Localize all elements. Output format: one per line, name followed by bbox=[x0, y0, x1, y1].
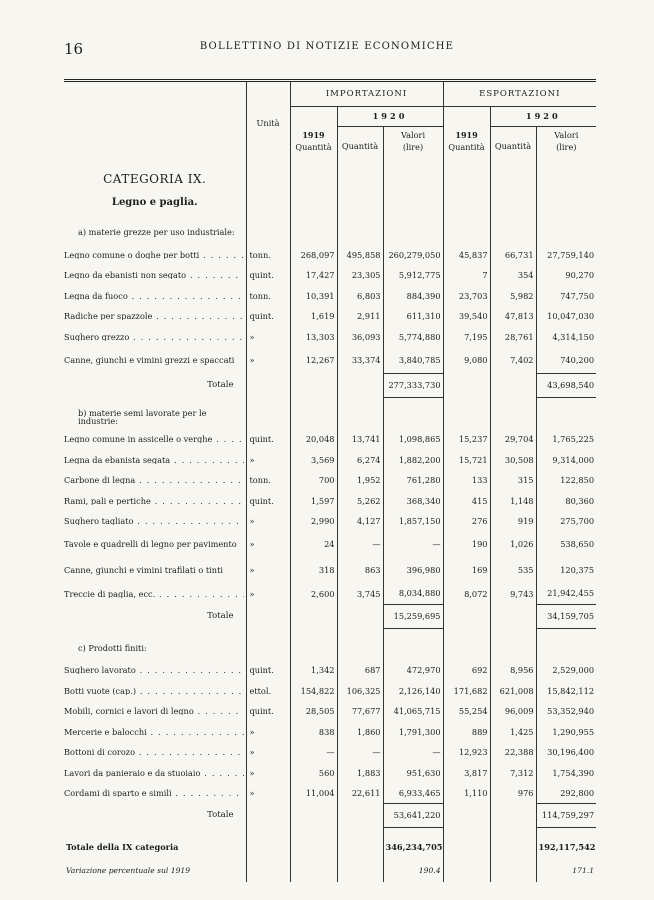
cell-v1920: 1,098,865 bbox=[383, 429, 443, 450]
cell-v1920: 5,912,775 bbox=[383, 265, 443, 286]
cell-q1919: 11,004 bbox=[290, 783, 337, 804]
cell-v1920: 611,310 bbox=[383, 306, 443, 327]
esp-year-1920: 1920 bbox=[490, 107, 596, 127]
cell-eq1919: 39,540 bbox=[443, 306, 490, 327]
cell-unit: » bbox=[246, 722, 290, 743]
cell-unit: quint. bbox=[246, 701, 290, 722]
cell-eq1919: 45,837 bbox=[443, 245, 490, 266]
cell-eq1920: 621,008 bbox=[490, 681, 536, 702]
esp-q1920-header: Quantità bbox=[490, 127, 536, 165]
cell-eq1919: 415 bbox=[443, 491, 490, 512]
cell-q1919: 318 bbox=[290, 558, 337, 584]
cell-q1920: 1,952 bbox=[337, 470, 383, 491]
row-description-text: Legno comune o doghe per botti . . . bbox=[64, 251, 244, 259]
imp-q1919-header: Quantità bbox=[290, 143, 337, 165]
table-row bbox=[64, 701, 596, 722]
cell-eq1920: 7,312 bbox=[490, 763, 536, 784]
cell-v1920: 260,279,050 bbox=[383, 245, 443, 266]
cell-eq1920: 1,425 bbox=[490, 722, 536, 743]
cell-q1920: 1,883 bbox=[337, 763, 383, 784]
table-row bbox=[64, 558, 596, 584]
cell-q1920: 2,911 bbox=[337, 306, 383, 327]
col-esportazioni: ESPORTAZIONI bbox=[443, 81, 596, 107]
table-body bbox=[64, 165, 596, 882]
table-row bbox=[64, 783, 596, 804]
col-importazioni: IMPORTAZIONI bbox=[290, 81, 443, 107]
totale-label: Totale bbox=[207, 379, 234, 390]
cell-unit: quint. bbox=[246, 660, 290, 681]
cell-ev1920: 122,850 bbox=[536, 470, 596, 491]
cell-eq1919: 169 bbox=[443, 558, 490, 584]
cell-ev1920: 1,765,225 bbox=[536, 429, 596, 450]
cell-ev1920: 9,314,000 bbox=[536, 450, 596, 471]
cell-eq1919: 8,072 bbox=[443, 584, 490, 605]
row-description-text: Treccie di paglia, ecc. . . . bbox=[64, 590, 244, 598]
cell-eq1920: 315 bbox=[490, 470, 536, 491]
row-description: Canne, giunchi e vimini grezzi e spaccati bbox=[64, 354, 235, 365]
cell-unit: » bbox=[246, 511, 290, 532]
cell-unit: quint. bbox=[246, 491, 290, 512]
cell-ev1920: 747,750 bbox=[536, 286, 596, 307]
cell-v1920: 1,857,150 bbox=[383, 511, 443, 532]
table-row bbox=[64, 450, 596, 471]
cell-eq1920: 1,148 bbox=[490, 491, 536, 512]
cell-eq1919: 15,721 bbox=[443, 450, 490, 471]
grand-total-row bbox=[64, 836, 596, 860]
cell-ev1920: 4,314,150 bbox=[536, 327, 596, 348]
cell-ev1920: 15,842,112 bbox=[536, 681, 596, 702]
cell-q1920: — bbox=[337, 742, 383, 763]
cell-q1920: 5,262 bbox=[337, 491, 383, 512]
cell-ev1920: 292,800 bbox=[536, 783, 596, 804]
cell-eq1919: 692 bbox=[443, 660, 490, 681]
cell-unit: » bbox=[246, 532, 290, 558]
cell-unit: quint. bbox=[246, 265, 290, 286]
row-description bbox=[64, 783, 246, 804]
cell-q1920: — bbox=[337, 532, 383, 558]
cell-v1920: — bbox=[383, 532, 443, 558]
cell-q1920: 863 bbox=[337, 558, 383, 584]
table-header bbox=[64, 81, 596, 165]
row-description-text: Sughero grezzo . . . bbox=[64, 333, 244, 341]
cell-unit: » bbox=[246, 742, 290, 763]
cell-eq1920: 7,402 bbox=[490, 347, 536, 373]
row-description bbox=[64, 701, 246, 722]
section-total-row bbox=[64, 604, 596, 628]
cell-q1919: 1,619 bbox=[290, 306, 337, 327]
row-description-text: Legno comune in assicelle o verghe . . . bbox=[64, 435, 244, 443]
cell-q1919: 17,427 bbox=[290, 265, 337, 286]
esp-q1919-header: Quantità bbox=[443, 143, 490, 165]
cell-q1919: 12,267 bbox=[290, 347, 337, 373]
section-heading-row bbox=[64, 636, 596, 660]
cell-eq1919: 171,682 bbox=[443, 681, 490, 702]
section-heading-row bbox=[64, 405, 596, 429]
table-row bbox=[64, 265, 596, 286]
table-row bbox=[64, 742, 596, 763]
cell-eq1920: 535 bbox=[490, 558, 536, 584]
imp-lire-header: (lire) bbox=[383, 143, 443, 165]
totale-esportazioni: 34,159,705 bbox=[536, 604, 596, 628]
totale-importazioni: 277,333,730 bbox=[383, 373, 443, 397]
row-description bbox=[64, 286, 246, 307]
cell-q1919: 13,303 bbox=[290, 327, 337, 348]
cell-eq1920: 29,704 bbox=[490, 429, 536, 450]
cell-eq1919: 276 bbox=[443, 511, 490, 532]
cell-eq1919: 15,237 bbox=[443, 429, 490, 450]
cell-v1920: 761,280 bbox=[383, 470, 443, 491]
cell-q1920: 4,127 bbox=[337, 511, 383, 532]
section-total-row bbox=[64, 804, 596, 828]
imp-year-1919: 1919 bbox=[290, 127, 337, 143]
cell-q1920: 3,745 bbox=[337, 584, 383, 605]
row-description bbox=[64, 584, 246, 605]
cell-q1920: 13,741 bbox=[337, 429, 383, 450]
cell-eq1919: 55,254 bbox=[443, 701, 490, 722]
row-description-text: Cordami di sparto e simili . . . bbox=[64, 789, 244, 797]
table-row bbox=[64, 660, 596, 681]
cell-q1919: 154,822 bbox=[290, 681, 337, 702]
cell-unit: tonn. bbox=[246, 286, 290, 307]
cell-unit: » bbox=[246, 783, 290, 804]
cell-v1920: 884,390 bbox=[383, 286, 443, 307]
table-row bbox=[64, 286, 596, 307]
row-description bbox=[64, 491, 246, 512]
imp-valori-header: Valori bbox=[383, 127, 443, 143]
cell-unit: » bbox=[246, 347, 290, 373]
cell-unit: tonn. bbox=[246, 470, 290, 491]
variation-esportazioni: 171.1 bbox=[536, 860, 596, 882]
totale-importazioni: 15,259,695 bbox=[383, 604, 443, 628]
cell-unit: » bbox=[246, 558, 290, 584]
table-row bbox=[64, 511, 596, 532]
cell-ev1920: 538,650 bbox=[536, 532, 596, 558]
section-heading: a) materie grezze per uso industriale: bbox=[78, 227, 235, 238]
row-description-text: Botti vuote (cap.) . . . bbox=[64, 687, 244, 695]
cell-v1920: 41,065,715 bbox=[383, 701, 443, 722]
row-description-text: Sughero lavorato . . . bbox=[64, 666, 244, 674]
table-row bbox=[64, 722, 596, 743]
cell-unit: quint. bbox=[246, 429, 290, 450]
cell-ev1920: 2,529,000 bbox=[536, 660, 596, 681]
cell-eq1920: 9,743 bbox=[490, 584, 536, 605]
page-number: 16 bbox=[64, 40, 84, 58]
row-description-text: Lavori da panieraio e da stuoiaio . . . bbox=[64, 769, 244, 777]
cell-v1920: 472,970 bbox=[383, 660, 443, 681]
cell-eq1919: 12,923 bbox=[443, 742, 490, 763]
cell-q1920: 495,858 bbox=[337, 245, 383, 266]
category-subtitle-row bbox=[64, 193, 596, 213]
variation-label: Variazione percentuale sul 1919 bbox=[66, 865, 191, 875]
cell-eq1919: 3,817 bbox=[443, 763, 490, 784]
row-description bbox=[64, 450, 246, 471]
row-description: Canne, giunchi e vimini trafilati o tinti bbox=[64, 565, 223, 576]
esp-valori-header: Valori bbox=[536, 127, 596, 143]
cell-q1919: 2,990 bbox=[290, 511, 337, 532]
cell-eq1919: 1,110 bbox=[443, 783, 490, 804]
section-total-row bbox=[64, 373, 596, 397]
cell-eq1920: 976 bbox=[490, 783, 536, 804]
cell-eq1919: 133 bbox=[443, 470, 490, 491]
section-heading: b) materie semi lavorate per le industrie: bbox=[78, 407, 207, 426]
cell-ev1920: 53,352,940 bbox=[536, 701, 596, 722]
cell-eq1920: 1,026 bbox=[490, 532, 536, 558]
cell-q1920: 687 bbox=[337, 660, 383, 681]
cell-q1919: 1,342 bbox=[290, 660, 337, 681]
cell-unit: » bbox=[246, 584, 290, 605]
running-head: BOLLETTINO DI NOTIZIE ECONOMICHE bbox=[199, 41, 455, 52]
row-description bbox=[64, 660, 246, 681]
cell-eq1920: 30,508 bbox=[490, 450, 536, 471]
cell-eq1920: 354 bbox=[490, 265, 536, 286]
section-heading-row bbox=[64, 221, 596, 245]
cell-ev1920: 27,759,140 bbox=[536, 245, 596, 266]
cell-ev1920: 90,270 bbox=[536, 265, 596, 286]
row-description bbox=[64, 327, 246, 348]
col-unita: Unità bbox=[246, 81, 290, 165]
row-description bbox=[64, 722, 246, 743]
row-description bbox=[64, 511, 246, 532]
cell-eq1919: 23,703 bbox=[443, 286, 490, 307]
cell-unit: » bbox=[246, 450, 290, 471]
table-row bbox=[64, 429, 596, 450]
row-description bbox=[64, 306, 246, 327]
table-row bbox=[64, 763, 596, 784]
cell-q1919: 838 bbox=[290, 722, 337, 743]
totale-esportazioni: 43,698,540 bbox=[536, 373, 596, 397]
row-description bbox=[64, 265, 246, 286]
totale-label: Totale bbox=[207, 810, 234, 821]
table-row bbox=[64, 491, 596, 512]
row-description-text: Legno da ebanisti non segato . . . bbox=[64, 271, 244, 279]
cell-v1920: 1,882,200 bbox=[383, 450, 443, 471]
cell-unit: ettol. bbox=[246, 681, 290, 702]
table-row bbox=[64, 245, 596, 266]
cell-v1920: 6,933,465 bbox=[383, 783, 443, 804]
cell-unit: » bbox=[246, 327, 290, 348]
cell-q1919: 268,097 bbox=[290, 245, 337, 266]
cell-eq1919: 889 bbox=[443, 722, 490, 743]
esp-year-1919: 1919 bbox=[443, 127, 490, 143]
cell-q1919: 28,505 bbox=[290, 701, 337, 722]
cell-q1919: 20,048 bbox=[290, 429, 337, 450]
cell-q1920: 1,860 bbox=[337, 722, 383, 743]
row-description bbox=[64, 763, 246, 784]
cell-eq1920: 919 bbox=[490, 511, 536, 532]
cell-q1920: 106,325 bbox=[337, 681, 383, 702]
row-description-text: Mobili, cornici e lavori di legno . . . bbox=[64, 707, 244, 715]
cell-eq1919: 7 bbox=[443, 265, 490, 286]
cell-v1920: 396,980 bbox=[383, 558, 443, 584]
cell-q1920: 33,374 bbox=[337, 347, 383, 373]
table-row bbox=[64, 584, 596, 605]
imp-year-1920: 1920 bbox=[337, 107, 443, 127]
row-description-text: Bottoni di corozo . . . bbox=[64, 748, 244, 756]
cell-eq1920: 47,813 bbox=[490, 306, 536, 327]
cell-eq1920: 28,761 bbox=[490, 327, 536, 348]
cell-q1920: 36,093 bbox=[337, 327, 383, 348]
row-description bbox=[64, 245, 246, 266]
cell-eq1919: 9,080 bbox=[443, 347, 490, 373]
row-description-text: Legna da fuoco . . . bbox=[64, 292, 244, 300]
cell-ev1920: 120,375 bbox=[536, 558, 596, 584]
table-row bbox=[64, 347, 596, 373]
row-description bbox=[64, 742, 246, 763]
row-description bbox=[64, 429, 246, 450]
totale-label: Totale bbox=[207, 610, 234, 621]
cell-ev1920: 80,360 bbox=[536, 491, 596, 512]
cell-ev1920: 275,700 bbox=[536, 511, 596, 532]
row-description-text: Legna da ebanista segata . . . bbox=[64, 456, 244, 464]
cell-eq1920: 22,388 bbox=[490, 742, 536, 763]
grand-total-label: Totale della IX categoria bbox=[66, 842, 179, 853]
cell-ev1920: 30,196,400 bbox=[536, 742, 596, 763]
cell-q1919: — bbox=[290, 742, 337, 763]
cell-ev1920: 740,200 bbox=[536, 347, 596, 373]
cell-q1919: 2,600 bbox=[290, 584, 337, 605]
table-row bbox=[64, 470, 596, 491]
totale-importazioni: 53,641,220 bbox=[383, 804, 443, 828]
cell-q1920: 6,803 bbox=[337, 286, 383, 307]
cell-ev1920: 1,754,390 bbox=[536, 763, 596, 784]
table-row bbox=[64, 681, 596, 702]
cell-q1919: 700 bbox=[290, 470, 337, 491]
table-row bbox=[64, 327, 596, 348]
cell-unit: » bbox=[246, 763, 290, 784]
cell-q1919: 10,391 bbox=[290, 286, 337, 307]
row-description bbox=[64, 681, 246, 702]
cell-q1920: 23,305 bbox=[337, 265, 383, 286]
cell-v1920: 951,630 bbox=[383, 763, 443, 784]
cell-ev1920: 1,290,955 bbox=[536, 722, 596, 743]
cell-q1920: 22,611 bbox=[337, 783, 383, 804]
cell-eq1920: 96,009 bbox=[490, 701, 536, 722]
cell-v1920: 2,126,140 bbox=[383, 681, 443, 702]
cell-unit: quint. bbox=[246, 306, 290, 327]
cell-eq1919: 7,195 bbox=[443, 327, 490, 348]
cell-q1919: 24 bbox=[290, 532, 337, 558]
category-title: CATEGORIA IX. bbox=[103, 171, 207, 186]
cell-q1919: 1,597 bbox=[290, 491, 337, 512]
grand-total-esportazioni: 192,117,542 bbox=[536, 836, 596, 860]
row-description-text: Mercerie e balocchi . . . bbox=[64, 728, 244, 736]
table-row bbox=[64, 306, 596, 327]
row-description-text: Carbone di legna . . . bbox=[64, 476, 244, 484]
row-description-text: Rami, pali e pertiche . . . bbox=[64, 497, 244, 505]
cell-q1920: 77,677 bbox=[337, 701, 383, 722]
variation-importazioni: 190.4 bbox=[383, 860, 443, 882]
cell-eq1920: 5,982 bbox=[490, 286, 536, 307]
totale-esportazioni: 114,759,297 bbox=[536, 804, 596, 828]
row-description: Tavole e quadrelli di legno per pavimento bbox=[64, 539, 237, 550]
cell-v1920: 5,774,880 bbox=[383, 327, 443, 348]
section-heading: c) Prodotti finiti: bbox=[78, 642, 147, 653]
cell-unit: tonn. bbox=[246, 245, 290, 266]
trade-statistics-table bbox=[64, 79, 596, 882]
cell-q1919: 3,569 bbox=[290, 450, 337, 471]
cell-ev1920: 10,047,030 bbox=[536, 306, 596, 327]
row-description-text: Sughero tagliato . . . bbox=[64, 517, 244, 525]
cell-v1920: 8,034,880 bbox=[383, 584, 443, 605]
cell-v1920: 1,791,300 bbox=[383, 722, 443, 743]
cell-q1919: 560 bbox=[290, 763, 337, 784]
row-description bbox=[64, 470, 246, 491]
cell-v1920: — bbox=[383, 742, 443, 763]
esp-lire-header: (lire) bbox=[536, 143, 596, 165]
cell-ev1920: 21,942,455 bbox=[536, 584, 596, 605]
cell-v1920: 368,340 bbox=[383, 491, 443, 512]
variation-row bbox=[64, 860, 596, 882]
cell-v1920: 3,840,785 bbox=[383, 347, 443, 373]
cell-eq1919: 190 bbox=[443, 532, 490, 558]
cell-q1920: 6,274 bbox=[337, 450, 383, 471]
cell-eq1920: 66,731 bbox=[490, 245, 536, 266]
table-row bbox=[64, 532, 596, 558]
grand-total-importazioni: 346,234,705 bbox=[383, 836, 443, 860]
cell-eq1920: 8,956 bbox=[490, 660, 536, 681]
imp-q1920-header: Quantità bbox=[337, 127, 383, 165]
category-title-row bbox=[64, 165, 596, 193]
row-description-text: Radiche per spazzole . . . bbox=[64, 312, 244, 320]
category-subtitle: Legno e paglia. bbox=[111, 196, 198, 208]
